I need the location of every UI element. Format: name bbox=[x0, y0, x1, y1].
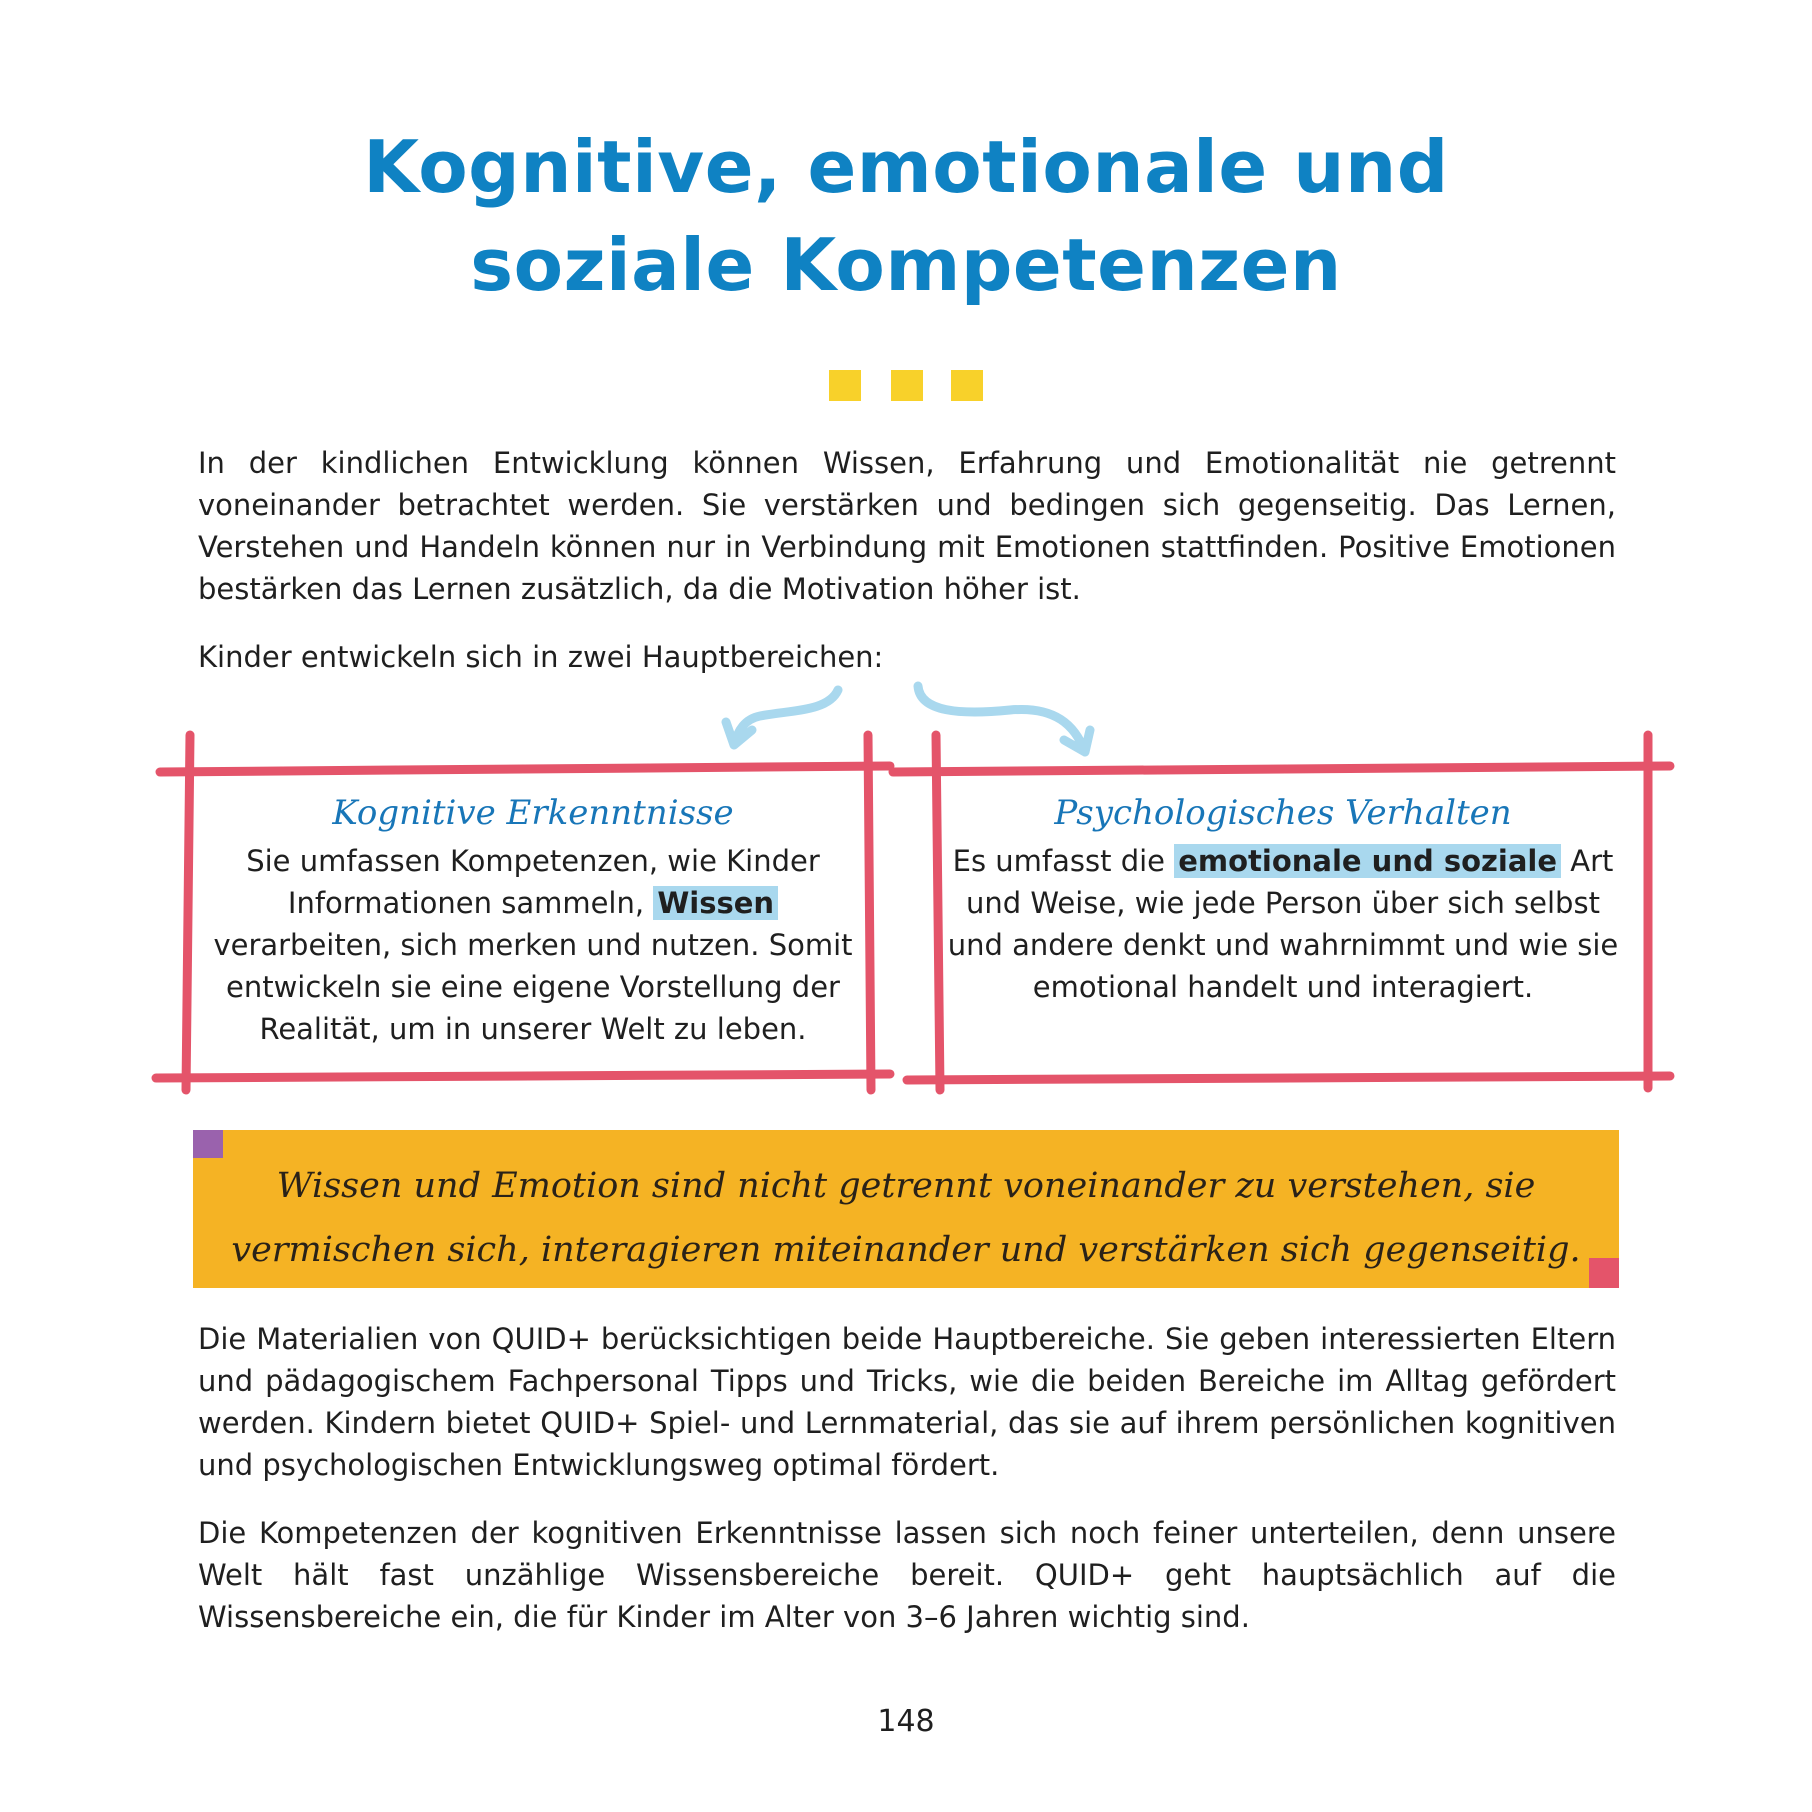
box-psychological-text-1: Es umfasst die bbox=[952, 844, 1175, 878]
box-psychological-text-2: Art und Weise, wie jede Person über sich selbst und andere denkt und wahrnimmt und wie sie emotional handelt und interagiert. bbox=[947, 844, 1619, 1004]
quote-corner-purple bbox=[193, 1130, 223, 1158]
box-cognitive bbox=[196, 788, 870, 1050]
decorative-dot-3 bbox=[951, 370, 983, 401]
box-cognitive-highlight: Wissen bbox=[653, 886, 778, 920]
quote-line-1: Wissen und Emotion sind nicht getrennt voneinander zu verstehen, sie bbox=[276, 1166, 1536, 1206]
quote-text bbox=[193, 1154, 1619, 1282]
decorative-dot-2 bbox=[891, 370, 923, 401]
areas-intro: Kinder entwickeln sich in zwei Hauptbereichen: bbox=[198, 640, 884, 674]
decorative-dot-1 bbox=[829, 370, 861, 401]
quote-line-2: vermischen sich, interagieren miteinander und verstärken sich gegenseitig. bbox=[231, 1230, 1581, 1270]
arrow-left-icon bbox=[726, 690, 838, 745]
page-title-line-1: Kognitive, emotionale und bbox=[363, 125, 1449, 209]
box-cognitive-heading: Kognitive Erkenntnisse bbox=[332, 793, 734, 833]
competences-paragraph: Die Kompetenzen der kognitiven Erkenntnisse lassen sich noch feiner unterteilen, denn unsere Welt hält fast unzählige Wissensbereiche bereit. QUID+ geht hauptsächlich auf die Wissensbereiche ein, die für Kinder im Alter von 3–6 Jahren wichtig sind. bbox=[198, 1516, 1616, 1634]
box-cognitive-text-1: Sie umfassen Kompetenzen, wie Kinder Informationen sammeln, bbox=[246, 844, 820, 920]
box-psychological-highlight: emotionale und soziale bbox=[1174, 844, 1561, 878]
page-title-line-2: soziale Kompetenzen bbox=[470, 223, 1342, 307]
arrow-right-icon bbox=[918, 686, 1090, 752]
quote-corner-red bbox=[1589, 1258, 1619, 1288]
materials-paragraph: Die Materialien von QUID+ berücksichtigen beide Hauptbereiche. Sie geben interessierten Eltern und pädagogischem Fachpersonal Tipps und Tricks, wie die beiden Bereiche im Alltag gefördert werden. Kindern bietet QUID+ Spiel- und Lernmaterial, das sie auf ihrem persönlichen kognitiven und psychologischen Entwicklungsweg optimal fördert. bbox=[198, 1322, 1616, 1482]
box-psychological bbox=[946, 788, 1620, 1008]
page-number: 148 bbox=[877, 1704, 935, 1739]
intro-paragraph: In der kindlichen Entwicklung können Wissen, Erfahrung und Emotionalität nie getrennt voneinander betrachtet werden. Sie verstärken und bedingen sich gegenseitig. Das Lernen, Verstehen und Handeln können nur in Verbindung mit Emotionen stattfinden. Positive Emotionen bestärken das Lernen zusätzlich, da die Motivation höher ist. bbox=[198, 446, 1616, 606]
box-psychological-heading: Psychologisches Verhalten bbox=[1054, 793, 1512, 833]
page-title bbox=[0, 118, 1812, 314]
quote-box bbox=[193, 1130, 1619, 1288]
box-cognitive-text-2: verarbeiten, sich merken und nutzen. Somit entwickeln sie eine eigene Vorstellung der Realität, um in unserer Welt zu leben. bbox=[213, 928, 853, 1046]
